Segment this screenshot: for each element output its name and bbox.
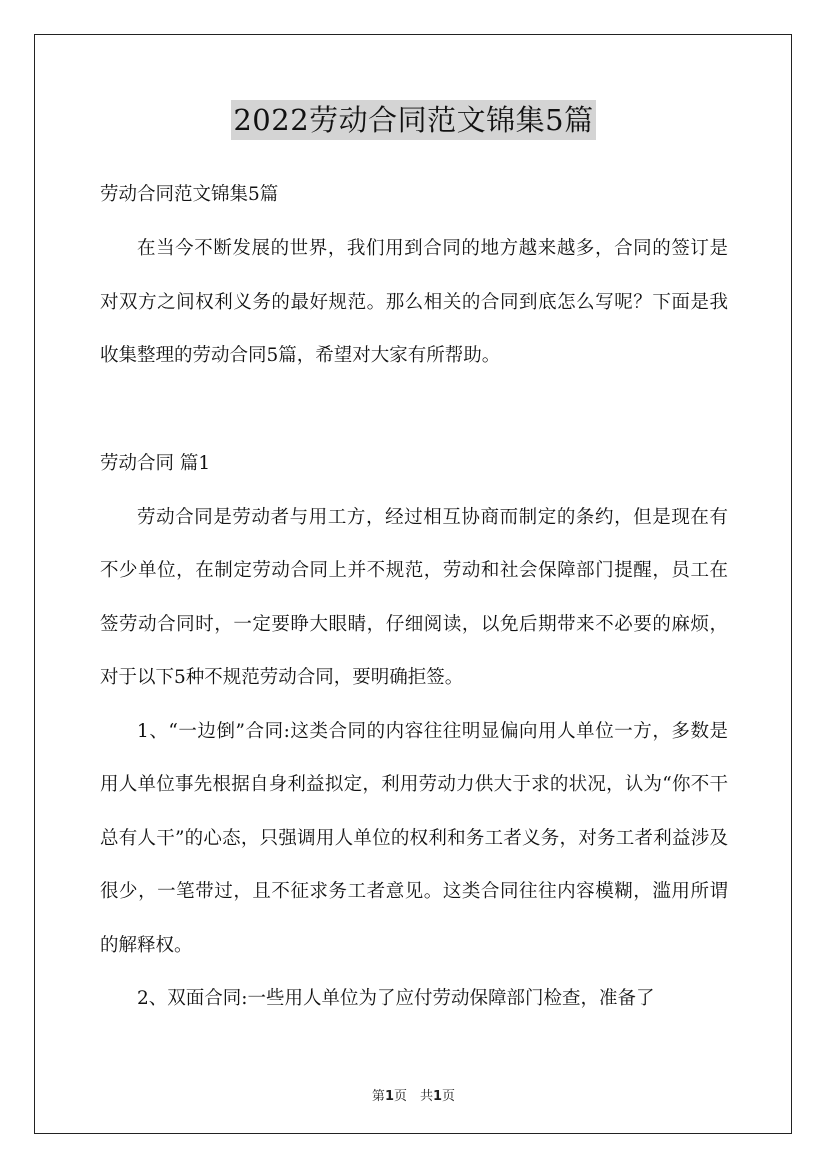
footer-page-mid: 页 共 bbox=[393, 1089, 433, 1104]
footer-page-prefix: 第 bbox=[371, 1089, 385, 1104]
footer-page-total: 1 bbox=[433, 1089, 443, 1104]
footer-page-suffix: 页 bbox=[442, 1089, 456, 1104]
section-paragraph: 2、双面合同:一些用人单位为了应付劳动保障部门检查，准备了 bbox=[137, 988, 655, 1009]
document-body bbox=[100, 168, 728, 1026]
document-title bbox=[0, 100, 827, 140]
blank-line bbox=[100, 383, 728, 437]
document-subtitle: 劳动合同范文锦集5篇 bbox=[100, 184, 279, 205]
section-heading: 劳动合同 篇1 bbox=[100, 452, 211, 474]
section-paragraph: 1、“一边倒”合同:这类合同的内容往往明显偏向用人单位一方，多数是用人单位事先根据自身利益拟定，利用劳动力供大于求的状况，认为“你不干总有人干”的心态，只强调用人单位的权利和务工者义务，对务工者利益涉及很少，一笔带过，且不征求务工者意见。这类合同往往内容模糊，滥用所谓的解释权。 bbox=[100, 720, 728, 956]
page-footer bbox=[0, 1085, 827, 1104]
document-title-text: 2022劳动合同范文锦集5篇 bbox=[231, 100, 595, 140]
section-paragraph: 劳动合同是劳动者与用工方，经过相互协商而制定的条约，但是现在有不少单位，在制定劳动合同上并不规范，劳动和社会保障部门提醒，员工在签劳动合同时，一定要睁大眼睛，仔细阅读，以免后期带来不必要的麻烦，对于以下5种不规范劳动合同，要明确拒签。 bbox=[100, 506, 728, 688]
footer-page-number: 1 bbox=[384, 1089, 394, 1104]
intro-paragraph: 在当今不断发展的世界，我们用到合同的地方越来越多，合同的签订是对双方之间权利义务的最好规范。那么相关的合同到底怎么写呢？下面是我收集整理的劳动合同5篇，希望对大家有所帮助。 bbox=[100, 238, 728, 366]
